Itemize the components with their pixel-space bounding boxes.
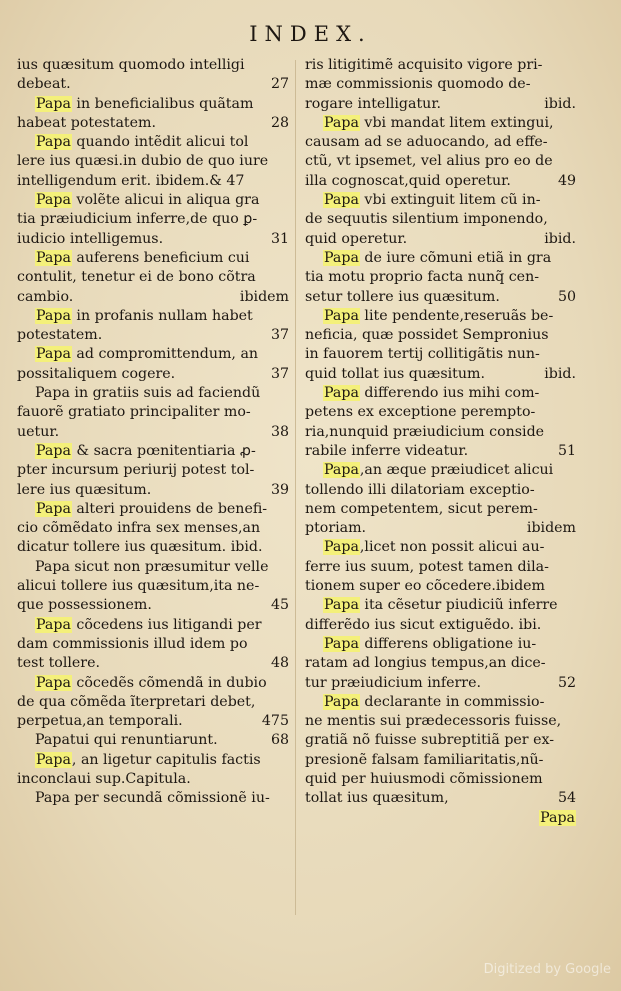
entry-text: volẽte alicui in aliqua gra [71,192,260,209]
entry-text: Papa sicut non præsumitur velle [35,558,269,575]
index-line [17,210,289,229]
entry-text: gratiã nõ fuisse subreptitiã per ex- [305,732,555,749]
entry-text: dam commissionis illud idem po [17,635,248,652]
entry-text: quid operetur. [305,230,408,247]
watermark: Digitized by Google [483,962,611,977]
index-line [305,56,576,75]
index-line [17,616,289,635]
index-line [305,307,576,326]
index-line [305,95,576,114]
entry-text: Papa in gratiis suis ad faciendũ [35,385,261,402]
highlighted-term: Papa [324,597,359,614]
page-title: INDEX. [249,22,372,46]
page-reference: 50 [557,288,576,305]
column-divider [295,60,296,915]
index-line [17,423,289,442]
index-line [305,731,576,750]
right-column [305,56,576,828]
entry-text: causam ad se aduocando, ad effe- [305,134,548,151]
entry-text: quid tollat ius quæsitum. [305,365,485,382]
entry-text: lere ius quæsitum. [17,481,152,498]
index-line [305,423,576,442]
entry-text: rabile inferre videatur. [305,442,469,459]
index-line [17,635,289,654]
index-line [305,558,576,577]
page-reference: ibidem [526,520,576,537]
entry-text: ad compromittendum, an [71,346,259,363]
entry-text: vbi mandat litem extingui, [359,114,554,131]
entry-text: rogare intelligatur. [305,95,442,112]
entry-text: , an ligetur capitulis factis [71,751,261,768]
index-line [17,114,289,133]
entry-text: ptoriam. [305,520,367,537]
index-line [305,268,576,287]
entry-text: & sacra pœnitentiaria ꝓ- [71,442,256,459]
page-reference: 54 [557,790,576,807]
entry-text: tur præiudicium inferre. [305,674,481,691]
entry-text: petens ex exceptione perempto- [305,404,536,421]
entry-text: que possessionem. [17,597,152,614]
entry-text: ris litigitimẽ acquisito vigore pri- [305,57,543,73]
index-line [305,654,576,673]
entry-text: Papa per secundã cõmissionẽ iu- [35,790,270,807]
index-line [305,442,576,461]
index-line [17,403,289,422]
entry-text: in profanis nullam habet [71,307,253,324]
index-line [17,191,289,210]
entry-text: intelligendum erit. ibidem.& 47 [17,172,245,189]
index-line [17,307,289,326]
index-line [17,693,289,712]
entry-text: illa cognoscat,quid operetur. [305,172,511,189]
highlighted-term: Papa [36,134,71,151]
page-reference: 37 [270,327,289,344]
entry-text: cõcedẽs cõmendã in dubio [71,674,267,691]
index-line [17,75,289,94]
entry-text: lite pendente,reseruãs be- [359,307,554,324]
page-reference: 49 [557,172,576,189]
entry-text: tia motu proprio facta nunq̃ cen- [305,269,540,286]
index-line [305,674,576,693]
entry-text: ius quæsitum quomodo intelligi [17,57,245,73]
highlighted-term: Papa [540,809,575,826]
index-line [17,95,289,114]
entry-text: test tollere. [17,655,100,672]
page-reference: 39 [270,481,289,498]
index-line [305,249,576,268]
index-line [17,326,289,345]
index-line [305,191,576,210]
entry-text: ctũ, vt ipsemet, vel alius pro eo de [305,153,553,170]
index-line [305,326,576,345]
highlighted-term: Papa [36,442,71,459]
index-line [305,403,576,422]
entry-text: de qua cõmẽda ĩterpretari debet, [17,693,256,710]
highlighted-term: Papa [36,674,71,691]
page-reference: ibidem [239,288,289,305]
entry-text: perpetua,an temporali. [17,713,183,730]
entry-text: ita cẽsetur piudiciũ inferre [359,597,558,614]
page-reference: 27 [270,76,289,93]
index-line [305,345,576,364]
index-line [305,538,576,557]
index-line [305,519,576,538]
index-line [305,210,576,229]
entry-text: alicui tollere ius quæsitum,ita ne- [17,578,260,595]
entry-text: ferre ius suum, potest tamen dila- [305,558,549,575]
entry-text: alteri prouidens de benefi- [71,500,268,517]
highlighted-term: Papa [324,635,359,652]
entry-text: Papatui qui renuntiarunt. [35,732,218,749]
entry-text: potestatem. [17,327,103,344]
index-line [305,75,576,94]
index-line [17,288,289,307]
entry-text: quid per huiusmodi cõmissionem [305,770,543,787]
page-reference: ibid. [544,365,576,382]
index-line [17,442,289,461]
highlighted-term: Papa [324,385,359,402]
page-reference: 48 [270,655,289,672]
index-line [17,674,289,693]
index-line [17,133,289,152]
index-line [305,770,576,789]
highlighted-term: Papa [36,307,71,324]
entry-text: ,an æque præiudicet alicui [359,462,554,479]
index-line [305,461,576,480]
page-reference: 475 [261,713,289,730]
entry-text: cio cõmẽdato infra sex menses,an [17,520,261,537]
index-line [17,770,289,789]
page-reference: 31 [270,230,289,247]
entry-text: nem competentem, sicut perem- [305,500,538,517]
page-reference: 38 [270,423,289,440]
index-line [17,558,289,577]
highlighted-term: Papa [324,192,359,209]
entry-text: setur tollere ius quæsitum. [305,288,500,305]
index-line [305,384,576,403]
entry-text: inconclaui sup.Capitula. [17,770,191,787]
entry-text: cambio. [17,288,74,305]
highlighted-term: Papa [324,249,359,266]
entry-text: mæ commissionis quomodo de- [305,76,531,93]
highlighted-term: Papa [36,751,71,768]
index-line [17,731,289,750]
index-line [17,596,289,615]
index-line [305,596,576,615]
index-line [305,481,576,500]
index-line [305,693,576,712]
index-line [305,809,576,828]
index-line [17,365,289,384]
index-line [17,230,289,249]
entry-text: differẽdo ius sicut extiguẽdo. ibi. [305,616,542,633]
index-line [17,519,289,538]
index-line [17,654,289,673]
index-line [17,751,289,770]
index-line [305,577,576,596]
page-reference: 68 [270,732,289,749]
index-line [17,345,289,364]
entry-text: fauorẽ gratiato principaliter mo- [17,404,251,421]
entry-text: de sequutis silentium imponendo, [305,211,548,228]
highlighted-term: Papa [324,307,359,324]
left-column [17,56,289,809]
index-line [305,500,576,519]
entry-text: auferens beneficium cui [71,249,250,266]
index-line [305,789,576,808]
index-line [17,789,289,808]
index-line [17,500,289,519]
index-line [17,172,289,191]
page-reference: 37 [270,365,289,382]
index-line [17,481,289,500]
entry-text: cõcedens ius litigandi per [71,616,262,633]
highlighted-term: Papa [36,192,71,209]
page-reference: 45 [270,597,289,614]
index-line [17,577,289,596]
index-line [17,268,289,287]
entry-text: in beneficialibus quãtam [71,95,254,112]
entry-text: ria,nunquid præiudicium conside [305,423,545,440]
entry-text: differens obligatione iu- [359,635,537,652]
entry-text: possitaliquem cogere. [17,365,176,382]
highlighted-term: Papa [36,346,71,363]
entry-text: habeat potestatem. [17,114,156,131]
index-line [305,712,576,731]
index-line [305,288,576,307]
index-line [305,616,576,635]
entry-text: tionem super eo cõcedere.ibidem [305,578,545,595]
entry-text: vbi extinguit litem cũ in- [359,192,541,209]
index-line [17,712,289,731]
entry-text: neficia, quæ possidet Sempronius [305,327,549,344]
index-line [305,365,576,384]
index-line [305,152,576,171]
entry-text: lere ius quæsi.in dubio de quo iure [17,153,269,170]
entry-text: differendo ius mihi com- [359,385,540,402]
page-reference: 51 [557,442,576,459]
index-line [17,56,289,75]
index-line [305,114,576,133]
entry-text: tollat ius quæsitum, [305,790,449,807]
index-line [305,635,576,654]
index-line [17,152,289,171]
entry-text: debeat. [17,76,71,93]
entry-text: de iure cõmuni etiã in gra [359,249,552,266]
entry-text: pter incursum periurij potest tol- [17,462,255,479]
entry-text: ne mentis sui prædecessoris fuisse, [305,713,562,730]
entry-text: quando intẽdit alicui tol [71,134,249,151]
highlighted-term: Papa [324,693,359,710]
entry-text: tia præiudicium inferre,de quo ꝑ- [17,211,258,228]
entry-text: contulit, tenetur ei de bono cõtra [17,269,256,286]
highlighted-term: Papa [324,462,359,479]
entry-text: ratam ad longius tempus,an dice- [305,655,546,672]
highlighted-term: Papa [36,249,71,266]
page-reference: ibid. [544,230,576,247]
entry-text: tollendo illi dilatoriam exceptio- [305,481,535,498]
index-line [305,172,576,191]
index-line [17,384,289,403]
entry-text: iudicio intelligemus. [17,230,164,247]
page-reference: ibid. [544,95,576,112]
page-reference: 52 [557,674,576,691]
entry-text: uetur. [17,423,60,440]
entry-text: declarante in commissio- [359,693,545,710]
highlighted-term: Papa [324,539,359,556]
entry-text: dicatur tollere ius quæsitum. ibid. [17,539,263,556]
highlighted-term: Papa [324,114,359,131]
index-line [17,461,289,480]
entry-text: in fauorem tertij collitigãtis nun- [305,346,540,363]
highlighted-term: Papa [36,95,71,112]
index-line [305,230,576,249]
index-line [17,538,289,557]
index-line [305,751,576,770]
highlighted-term: Papa [36,500,71,517]
entry-text: presionẽ falsam familiaritatis,nũ- [305,751,544,768]
highlighted-term: Papa [36,616,71,633]
page-reference: 28 [270,114,289,131]
entry-text: ,licet non possit alicui au- [359,539,545,556]
index-line [17,249,289,268]
index-line [305,133,576,152]
